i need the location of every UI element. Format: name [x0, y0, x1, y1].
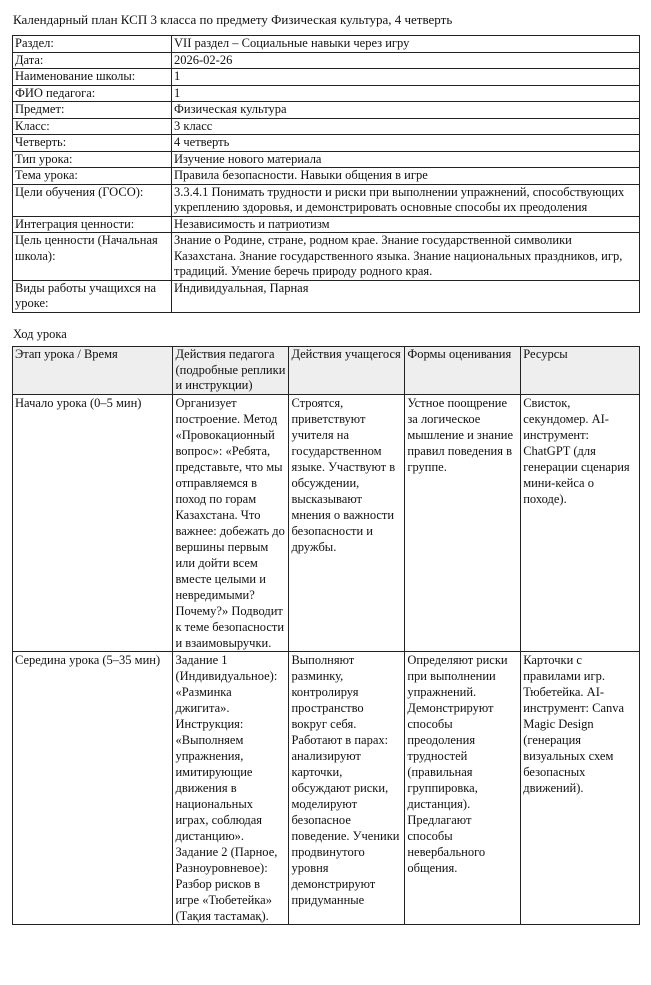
- info-value: Правила безопасности. Навыки общения в игре: [172, 168, 640, 185]
- plan-header-cell: Ресурсы: [521, 347, 640, 395]
- info-label: Предмет:: [13, 102, 172, 119]
- info-value: 2026-02-26: [172, 52, 640, 69]
- info-value: 3.3.4.1 Понимать трудности и риски при выполнении упражнений, способствующих укреплению здоровья, и демонстрировать основные способы их преодоления: [172, 184, 640, 216]
- plan-cell: Выполняют разминку, контролируя пространство вокруг себя. Работают в парах: анализируют карточки, обсуждают риски, моделируют безопасное поведение. Ученики продвинутого уровня демонстрируют придуманные: [289, 651, 405, 924]
- plan-cell: Начало урока (0–5 мин): [13, 394, 173, 651]
- info-label: Раздел:: [13, 36, 172, 53]
- info-value: 1: [172, 69, 640, 86]
- plan-cell: Карточки с правилами игр. Тюбетейка. AI-инструмент: Canva Magic Design (генерация визуальных схем безопасных движений).: [521, 651, 640, 924]
- info-row: [13, 216, 640, 233]
- info-label: ФИО педагога:: [13, 85, 172, 102]
- info-label: Виды работы учащихся на уроке:: [13, 280, 172, 312]
- plan-cell: Середина урока (5–35 мин): [13, 651, 173, 924]
- info-value: VII раздел – Социальные навыки через игру: [172, 36, 640, 53]
- info-label: Четверть:: [13, 135, 172, 152]
- info-row: [13, 135, 640, 152]
- plan-cell: Организует построение. Метод «Провокационный вопрос»: «Ребята, представьте, что мы отправляемся в поход по горам Казахстана. Что важнее: добежать до вершины первым или дойти всем вместе целыми и невредимыми? Почему?» Подводит к теме безопасности и взаимовыручки.: [173, 394, 289, 651]
- info-value: Физическая культура: [172, 102, 640, 119]
- info-row: [13, 280, 640, 312]
- plan-header-cell: Этап урока / Время: [13, 347, 173, 395]
- plan-row: [13, 394, 640, 651]
- info-value: 4 четверть: [172, 135, 640, 152]
- info-value: Индивидуальная, Парная: [172, 280, 640, 312]
- lesson-progress-label: Ход урока: [13, 327, 67, 341]
- info-row: [13, 36, 640, 53]
- info-label: Дата:: [13, 52, 172, 69]
- info-row: [13, 85, 640, 102]
- info-row: [13, 69, 640, 86]
- lesson-plan-table: [12, 346, 640, 925]
- info-value: 3 класс: [172, 118, 640, 135]
- info-value: Независимость и патриотизм: [172, 216, 640, 233]
- info-label: Тема урока:: [13, 168, 172, 185]
- info-label: Интеграция ценности:: [13, 216, 172, 233]
- lesson-info-table: [12, 35, 640, 313]
- plan-cell: Задание 1 (Индивидуальное): «Разминка джигита». Инструкция: «Выполняем упражнения, имитирующие движения в национальных играх, соблюдая дистанцию». Задание 2 (Парное, Разноуровневое): Разбор рисков в игре «Тюбетейка» (Тақия тастамақ).: [173, 651, 289, 924]
- info-label: Наименование школы:: [13, 69, 172, 86]
- plan-header-cell: Действия учащегося: [289, 347, 405, 395]
- info-row: [13, 233, 640, 281]
- info-row: [13, 118, 640, 135]
- page-title: Календарный план КСП 3 класса по предмету Физическая культура, 4 четверть: [13, 12, 453, 27]
- plan-header-cell: Действия педагога (подробные реплики и инструкции): [173, 347, 289, 395]
- info-label: Тип урока:: [13, 151, 172, 168]
- info-label: Цели обучения (ГОСО):: [13, 184, 172, 216]
- info-row: [13, 168, 640, 185]
- info-value: Знание о Родине, стране, родном крае. Знание государственной символики Казахстана. Знание государственного языка. Знание национальных праздников, игр, традиций. Умение беречь природу родного края.: [172, 233, 640, 281]
- plan-row: [13, 651, 640, 924]
- info-row: [13, 184, 640, 216]
- info-row: [13, 102, 640, 119]
- plan-cell: Свисток, секундомер. AI-инструмент: ChatGPT (для генерации сценария мини-кейса о походе).: [521, 394, 640, 651]
- plan-header-cell: Формы оценивания: [405, 347, 521, 395]
- info-value: 1: [172, 85, 640, 102]
- info-row: [13, 151, 640, 168]
- plan-cell: Устное поощрение за логическое мышление и знание правил поведения в группе.: [405, 394, 521, 651]
- info-label: Класс:: [13, 118, 172, 135]
- info-label: Цель ценности (Начальная школа):: [13, 233, 172, 281]
- info-row: [13, 52, 640, 69]
- plan-cell: Строятся, приветствуют учителя на государственном языке. Участвуют в обсуждении, высказывают мнения о важности безопасности и дружбы.: [289, 394, 405, 651]
- plan-cell: Определяют риски при выполнении упражнений. Демонстрируют способы преодоления трудностей (правильная группировка, дистанция). Предлагают способы невербального общения.: [405, 651, 521, 924]
- info-value: Изучение нового материала: [172, 151, 640, 168]
